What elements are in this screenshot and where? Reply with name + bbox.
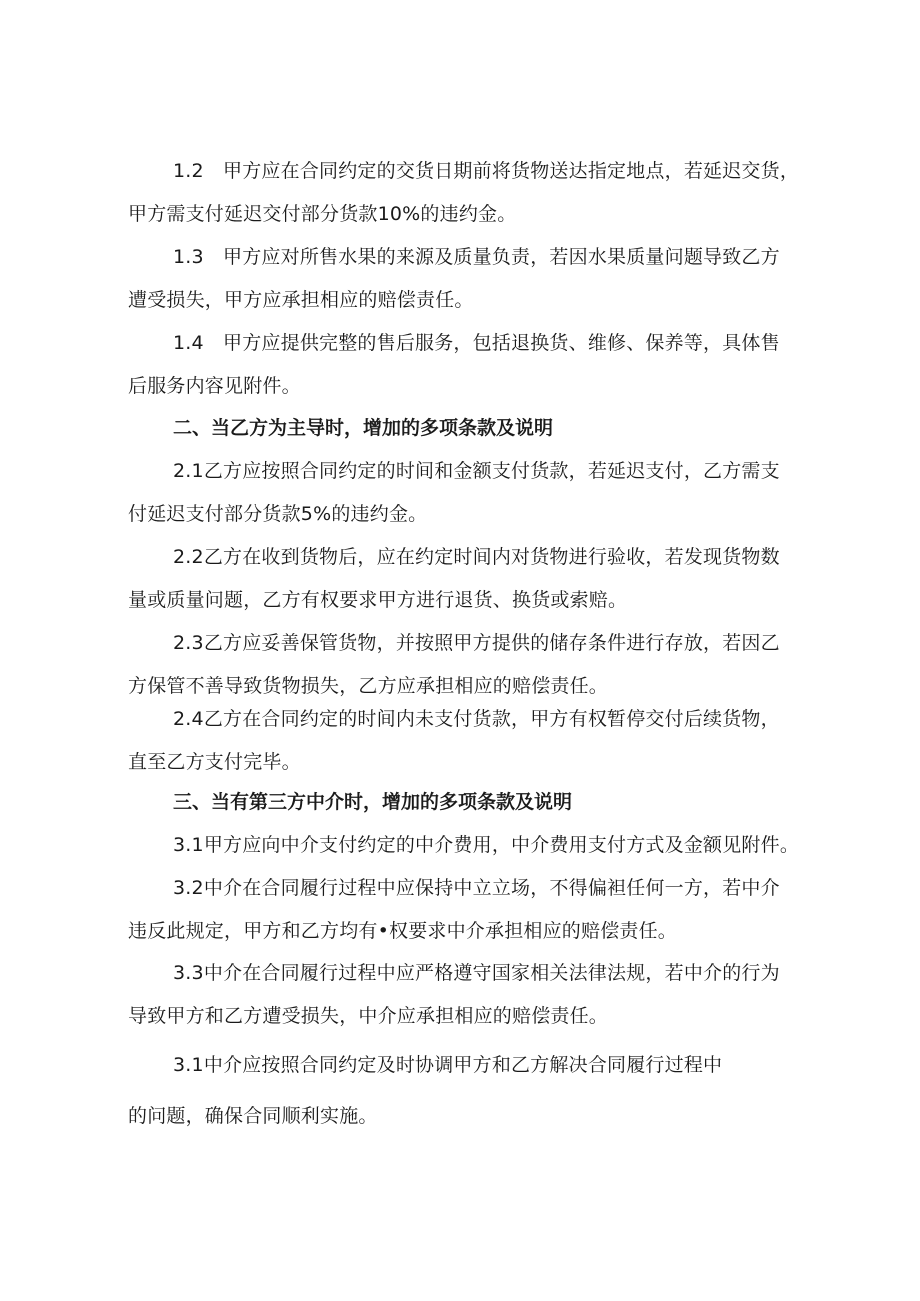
- section-heading-3: 三、当有第三方中介时，增加的多项条款及说明: [173, 791, 573, 813]
- clause-3-1-fee: [128, 824, 800, 867]
- clause-line: 遭受损失，甲方应承担相应的赔偿责任。: [128, 289, 474, 311]
- clause-1-4: [128, 322, 800, 408]
- clause-line: 的问题，确保合同顺利实施。: [128, 1105, 378, 1127]
- clause-1-2: [128, 150, 800, 236]
- clause-line: 2.4乙方在合同约定的时间内未支付货款，甲方有权暂停交付后续货物，: [173, 708, 780, 730]
- clause-line: 甲方需支付延迟交付部分货款10%的违约金。: [128, 203, 517, 225]
- section-heading-2: 二、当乙方为主导时，增加的多项条款及说明: [173, 417, 554, 439]
- clause-3-3: [128, 952, 800, 1038]
- clause-line: 2.1乙方应按照合同约定的时间和金额支付货款，若延迟支付，乙方需支: [173, 460, 780, 482]
- clause-2-3: [128, 622, 800, 708]
- clause-line: 3.1甲方应向中介支付约定的中介费用，中介费用支付方式及金额见附件。: [173, 834, 800, 856]
- clause-line: 导致甲方和乙方遭受损失，中介应承担相应的赔偿责任。: [128, 1005, 609, 1027]
- clause-line: 3.1中介应按照合同约定及时协调甲方和乙方解决合同履行过程中: [173, 1054, 723, 1076]
- clause-line: 违反此规定，甲方和乙方均有•权要求中介承担相应的赔偿责任。: [128, 920, 678, 942]
- clause-line: 量或质量问题，乙方有权要求甲方进行退货、换货或索赔。: [128, 589, 628, 611]
- clause-2-2: [128, 536, 800, 622]
- clause-2-4: [128, 698, 800, 784]
- clause-3-2: [128, 867, 800, 953]
- clause-line: 1.4 甲方应提供完整的售后服务，包括退换货、维修、保养等，具体售: [173, 332, 780, 354]
- clause-2-1: [128, 450, 800, 536]
- clause-line: 2.3乙方应妥善保管货物，并按照甲方提供的储存条件进行存放，若因乙: [173, 632, 780, 654]
- clause-line: 3.2中介在合同履行过程中应保持中立立场，不得偏袒任何一方，若中介: [173, 877, 780, 899]
- clause-line: 3.3中介在合同履行过程中应严格遵守国家相关法律法规，若中介的行为: [173, 962, 780, 984]
- clause-line: 2.2乙方在收到货物后，应在约定时间内对货物进行验收，若发现货物数: [173, 546, 780, 568]
- clause-1-3: [128, 236, 800, 322]
- clause-line: 1.2 甲方应在合同约定的交货日期前将货物送达指定地点，若延迟交货，: [173, 160, 800, 182]
- clause-line: 1.3 甲方应对所售水果的来源及质量负责，若因水果质量问题导致乙方: [173, 246, 780, 268]
- clause-line: 方保管不善导致货物损失，乙方应承担相应的赔偿责任。: [128, 675, 609, 697]
- clause-line: 后服务内容见附件。: [128, 375, 301, 397]
- clause-line: 直至乙方支付完毕。: [128, 751, 301, 773]
- clause-line: 付延迟支付部分货款5%的违约金。: [128, 503, 428, 525]
- clause-3-1-coordinate: [128, 1044, 800, 1138]
